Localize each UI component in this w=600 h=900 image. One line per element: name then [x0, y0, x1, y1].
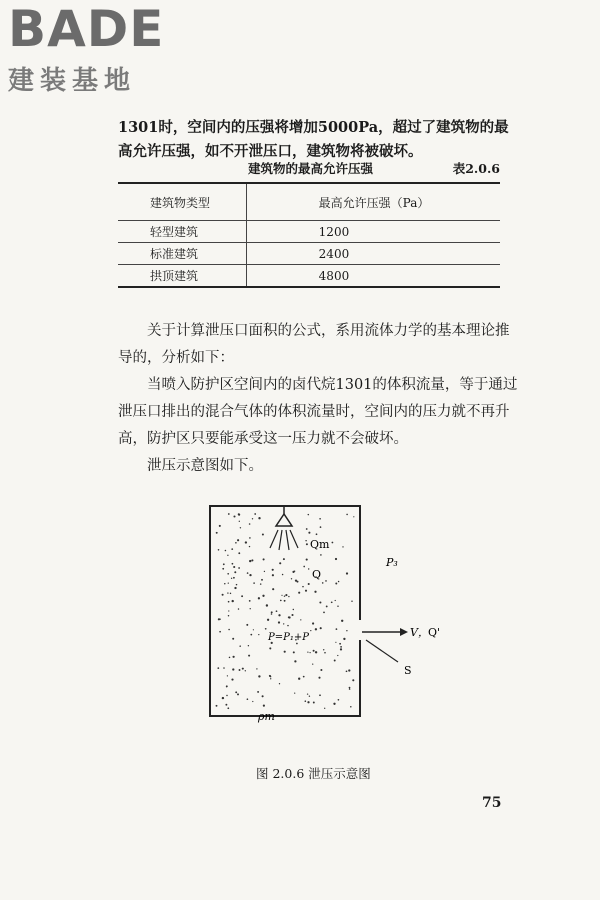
- gas-particle-dot: [250, 608, 251, 609]
- gas-particle-dot: [283, 558, 285, 560]
- gas-particle-dot: [298, 678, 300, 680]
- gas-particle-dot: [331, 601, 333, 603]
- gas-particle-dot: [228, 601, 230, 603]
- logo-wordmark: BADE: [8, 0, 165, 58]
- gas-particle-dot: [246, 624, 248, 626]
- gas-particle-dot: [235, 691, 237, 693]
- gas-particle-dot: [249, 600, 251, 602]
- gas-particle-dot: [306, 543, 308, 545]
- gas-particle-dot: [337, 606, 338, 607]
- gas-particle-dot: [234, 571, 236, 573]
- page-number: 75: [482, 795, 502, 811]
- gas-particle-dot: [248, 655, 250, 657]
- gas-particle-dot: [285, 594, 287, 596]
- table-row: [118, 221, 500, 243]
- gas-particle-dot: [252, 518, 253, 519]
- gas-particle-dot: [307, 693, 308, 694]
- label-rho-m: ρm: [258, 710, 275, 723]
- gas-particle-dot: [269, 647, 271, 649]
- gas-particle-dot: [249, 560, 251, 562]
- table-row: [118, 243, 500, 265]
- gas-particle-dot: [348, 669, 350, 671]
- paragraph-flow-analysis: 当喷入防护区空间内的卤代烷1301的体积流量，等于通过泄压口排出的混合气体的体积流量时，空间内的压力就不再升高，防护区只要能承受这一压力就不会破坏。: [118, 377, 518, 447]
- gas-particle-dot: [237, 539, 239, 541]
- gas-particle-dot: [224, 583, 225, 584]
- gas-particle-dot: [278, 614, 280, 616]
- gas-particle-dot: [284, 651, 286, 653]
- gas-particle-dot: [305, 590, 307, 592]
- gas-particle-dot: [223, 667, 225, 669]
- gas-particle-dot: [258, 634, 259, 635]
- gas-particle-dot: [291, 614, 293, 616]
- cell-pressure: 2400: [246, 243, 500, 265]
- gas-particle-dot: [216, 532, 218, 534]
- gas-particle-dot: [228, 610, 229, 611]
- gas-particle-dot: [320, 669, 322, 671]
- cell-type: 标准建筑: [118, 243, 246, 265]
- gas-particle-dot: [308, 532, 310, 534]
- gas-particle-dot: [223, 563, 225, 565]
- gas-particle-dot: [284, 600, 286, 602]
- gas-particle-dot: [288, 596, 289, 597]
- gas-particle-dot: [247, 698, 249, 700]
- cell-pressure: 1200: [246, 221, 500, 243]
- gas-particle-dot: [226, 695, 227, 696]
- gas-particle-dot: [239, 521, 240, 522]
- gas-particle-dot: [300, 619, 301, 620]
- gas-particle-dot: [238, 608, 240, 610]
- gas-particle-dot: [295, 579, 297, 581]
- gas-particle-dot: [232, 668, 234, 670]
- gas-particle-dot: [346, 630, 347, 631]
- gas-particle-dot: [227, 573, 229, 575]
- gas-particle-dot: [229, 657, 231, 659]
- gas-particle-dot: [302, 586, 304, 588]
- label-p-outside: P₃: [386, 556, 398, 569]
- gas-particle-dot: [294, 571, 295, 572]
- gas-particle-dot: [309, 695, 310, 696]
- gas-particle-dot: [254, 513, 256, 515]
- cell-pressure: 4800: [246, 265, 500, 288]
- gas-particle-dot: [250, 634, 252, 636]
- gas-particle-dot: [232, 656, 234, 658]
- arrow-head-icon: [400, 628, 408, 636]
- gas-particle-dot: [217, 667, 219, 669]
- paragraph-top: 1301时，空间内的压强将增加5000Pa，超过了建筑物的最高允许压强，如不开泄压口，建筑物将被破坏。: [118, 119, 509, 160]
- gas-particle-dot: [219, 525, 221, 527]
- gas-particle-dot: [231, 578, 232, 579]
- gas-particle-dot: [335, 600, 336, 601]
- gas-particle-dot: [239, 669, 241, 671]
- gas-particle-dot: [231, 548, 233, 550]
- gas-particle-dot: [232, 638, 234, 640]
- gas-particle-dot: [324, 708, 325, 709]
- gas-particle-dot: [238, 567, 240, 569]
- gas-particle-dot: [267, 619, 269, 621]
- gas-particle-dot: [225, 550, 227, 552]
- gas-particle-dot: [253, 629, 254, 630]
- gas-particle-dot: [346, 514, 348, 516]
- gas-particle-dot: [283, 623, 284, 624]
- gas-particle-dot: [237, 693, 239, 695]
- gas-particle-dot: [315, 628, 317, 630]
- gas-particle-dot: [288, 616, 290, 618]
- gas-particle-dot: [230, 593, 231, 594]
- gas-particle-dot: [338, 581, 340, 583]
- gas-particle-dot: [227, 707, 229, 709]
- gas-particle-dot: [324, 652, 326, 654]
- cell-type: 拱顶建筑: [118, 265, 246, 288]
- gas-particle-dot: [238, 514, 240, 516]
- label-s: S: [404, 664, 412, 677]
- gas-particle-dot: [260, 583, 261, 584]
- pressure-relief-diagram: [190, 490, 450, 740]
- gas-particle-dot: [271, 611, 273, 613]
- gas-particle-dot: [338, 699, 340, 701]
- gas-particle-dot: [222, 594, 224, 596]
- gas-particle-dot: [340, 648, 342, 650]
- gas-particle-dot: [352, 679, 354, 681]
- gas-particle-dot: [332, 542, 334, 544]
- gas-particle-dot: [291, 578, 292, 579]
- gas-particle-dot: [306, 528, 308, 530]
- gas-particle-dot: [228, 615, 229, 616]
- gas-particle-dot: [279, 562, 281, 564]
- gas-particle-dot: [335, 642, 336, 643]
- gas-particle-dot: [322, 582, 324, 584]
- gas-particle-dot: [239, 645, 241, 647]
- figure-caption: 图 2.0.6 泄压示意图: [256, 766, 371, 781]
- gas-particle-dot: [318, 677, 320, 679]
- label-qm: Qm: [310, 538, 330, 551]
- gas-particle-dot: [298, 592, 300, 594]
- gas-particle-dot: [278, 621, 280, 623]
- gas-particle-dot: [235, 542, 237, 544]
- gas-particle-dot: [294, 692, 295, 693]
- gas-particle-dot: [251, 559, 253, 561]
- gas-particle-dot: [228, 513, 230, 515]
- gas-particle-dot: [218, 549, 220, 551]
- gas-particle-dot: [247, 572, 249, 574]
- gas-particle-dot: [319, 601, 321, 603]
- gas-particle-dot: [305, 540, 306, 541]
- gas-particle-dot: [337, 655, 338, 656]
- gas-particle-dot: [312, 622, 314, 624]
- gas-particle-dot: [353, 516, 354, 517]
- gas-particle-dot: [258, 675, 260, 677]
- gas-particle-dot: [219, 618, 221, 620]
- gas-particle-dot: [258, 517, 260, 519]
- gas-particle-dot: [249, 537, 251, 539]
- gas-particle-dot: [320, 627, 322, 629]
- gas-particle-dot: [241, 595, 243, 597]
- header-max-pressure: 最高允许压强（Pa）: [246, 183, 500, 221]
- gas-particle-dot: [249, 574, 251, 576]
- table-number: 表2.0.6: [452, 161, 500, 176]
- gas-particle-dot: [313, 702, 315, 704]
- gas-particle-dot: [249, 546, 250, 547]
- gas-particle-dot: [350, 706, 352, 708]
- gas-particle-dot: [256, 668, 257, 669]
- table-header-row: [118, 183, 500, 221]
- gas-particle-dot: [266, 604, 268, 606]
- gas-particle-dot: [227, 555, 228, 556]
- gas-particle-dot: [272, 574, 274, 576]
- gas-particle-dot: [341, 620, 343, 622]
- gas-particle-dot: [272, 588, 274, 590]
- gas-particle-dot: [272, 569, 274, 571]
- gas-particle-dot: [280, 600, 282, 602]
- spray-lines: [270, 530, 298, 550]
- paragraph-formula-intro: 关于计算泄压口面积的公式，系用流体力学的基本理论推导的，分析如下：: [118, 323, 510, 366]
- gas-particle-dot: [240, 527, 241, 528]
- gas-particle-dot: [227, 675, 228, 676]
- gas-particle-dot: [325, 580, 327, 582]
- gas-particle-dot: [222, 697, 224, 699]
- table-caption: [118, 159, 500, 179]
- brand-logo: [8, 0, 178, 96]
- gas-particle-dot: [222, 568, 224, 570]
- gas-particle-dot: [228, 629, 230, 631]
- label-q-out: Q': [428, 626, 441, 639]
- gas-particle-dot: [316, 533, 318, 535]
- gas-particle-dot: [232, 600, 234, 602]
- gas-particle-dot: [335, 558, 337, 560]
- logo-subtitle: 建装基地: [8, 66, 137, 96]
- gas-particle-dot: [269, 675, 271, 677]
- gas-particle-dot: [264, 571, 265, 572]
- gas-particle-dot: [258, 597, 260, 599]
- gas-particle-dot: [315, 651, 317, 653]
- gas-particle-dot: [261, 579, 263, 581]
- gas-particle-dot: [346, 572, 348, 574]
- gas-particle-dot: [263, 558, 265, 560]
- gas-particle-dot: [346, 670, 348, 672]
- gas-particle-dot: [262, 695, 264, 697]
- gas-particle-dot: [262, 533, 264, 535]
- gas-particle-dot: [309, 652, 310, 653]
- gas-particle-dot: [232, 563, 234, 565]
- gas-particles: [216, 513, 355, 709]
- label-velocity: V，: [410, 626, 429, 639]
- gas-particle-dot: [312, 663, 313, 664]
- gas-particle-dot: [342, 546, 343, 547]
- protection-zone-boundary: [210, 506, 360, 716]
- gas-particle-dot: [307, 651, 308, 652]
- gas-particle-dot: [336, 628, 338, 630]
- body-text: [118, 318, 518, 480]
- gas-particle-dot: [263, 705, 265, 707]
- gas-particle-dot: [305, 700, 307, 702]
- gas-particle-dot: [219, 631, 221, 633]
- gas-particle-dot: [308, 583, 310, 585]
- gas-particle-dot: [308, 568, 309, 569]
- gas-particle-dot: [249, 523, 251, 525]
- gas-particle-dot: [314, 591, 316, 593]
- gas-particle-dot: [245, 541, 247, 543]
- gas-particle-dot: [262, 595, 264, 597]
- nozzle-icon: [276, 514, 292, 526]
- gas-particle-dot: [270, 678, 271, 679]
- gas-particle-dot: [227, 592, 228, 593]
- gas-particle-dot: [279, 683, 280, 684]
- gas-particle-dot: [233, 566, 235, 568]
- gas-particle-dot: [236, 584, 238, 586]
- gas-particle-dot: [253, 582, 255, 584]
- gas-particle-dot: [333, 703, 335, 705]
- gas-particle-dot: [231, 679, 233, 681]
- table-title: 建筑物的最高允许压强: [248, 161, 374, 176]
- table-row: [118, 265, 500, 288]
- gas-particle-dot: [303, 676, 305, 678]
- gas-particle-dot: [319, 518, 321, 520]
- gas-particle-dot: [335, 583, 337, 585]
- gas-particle-dot: [228, 582, 229, 583]
- gas-particle-dot: [319, 694, 321, 696]
- gas-particle-dot: [238, 552, 240, 554]
- gas-particle-dot: [252, 701, 253, 702]
- gas-particle-dot: [326, 605, 328, 607]
- gas-particle-dot: [276, 610, 278, 612]
- gas-particle-dot: [294, 660, 296, 662]
- gas-particle-dot: [226, 686, 227, 687]
- gas-particle-dot: [306, 559, 308, 561]
- gas-particle-dot: [310, 630, 311, 631]
- gas-particle-dot: [265, 628, 267, 630]
- paragraph-diagram-intro: 泄压示意图如下。: [147, 458, 263, 474]
- gas-particle-dot: [339, 643, 341, 645]
- gas-particle-dot: [307, 701, 309, 703]
- leader-line-s: [366, 640, 398, 662]
- gas-particle-dot: [257, 691, 259, 693]
- gas-particle-dot: [282, 574, 284, 576]
- gas-particle-dot: [242, 668, 244, 670]
- gas-particle-dot: [287, 625, 288, 626]
- gas-particle-dot: [225, 704, 227, 706]
- gas-particle-dot: [349, 688, 350, 689]
- gas-particle-dot: [323, 649, 324, 650]
- gas-particle-dot: [233, 577, 235, 579]
- gas-particle-dot: [343, 638, 345, 640]
- gas-particle-dot: [281, 595, 282, 596]
- gas-particle-dot: [349, 687, 351, 689]
- cell-type: 轻型建筑: [118, 221, 246, 243]
- gas-particle-dot: [233, 515, 235, 517]
- gas-particle-dot: [248, 645, 249, 646]
- gas-particle-dot: [303, 566, 305, 568]
- gas-particle-dot: [234, 587, 236, 589]
- gas-particle-dot: [308, 514, 309, 515]
- gas-particle-dot: [293, 609, 294, 610]
- gas-particle-dot: [245, 670, 246, 671]
- gas-particle-dot: [323, 612, 325, 614]
- gas-particle-dot: [320, 554, 322, 556]
- gas-particle-dot: [351, 601, 352, 602]
- label-q: Q: [312, 568, 322, 581]
- gas-particle-dot: [340, 646, 342, 648]
- pressure-table: [118, 182, 500, 288]
- gas-particle-dot: [320, 526, 322, 528]
- header-building-type: 建筑物类型: [118, 183, 246, 221]
- gas-particle-dot: [216, 705, 218, 707]
- gas-particle-dot: [284, 595, 285, 596]
- gas-particle-dot: [271, 613, 273, 615]
- label-pressure-equation: P=P₁+P: [268, 632, 309, 643]
- gas-particle-dot: [293, 651, 295, 653]
- gas-particle-dot: [334, 660, 336, 662]
- gas-particle-dot: [313, 650, 315, 652]
